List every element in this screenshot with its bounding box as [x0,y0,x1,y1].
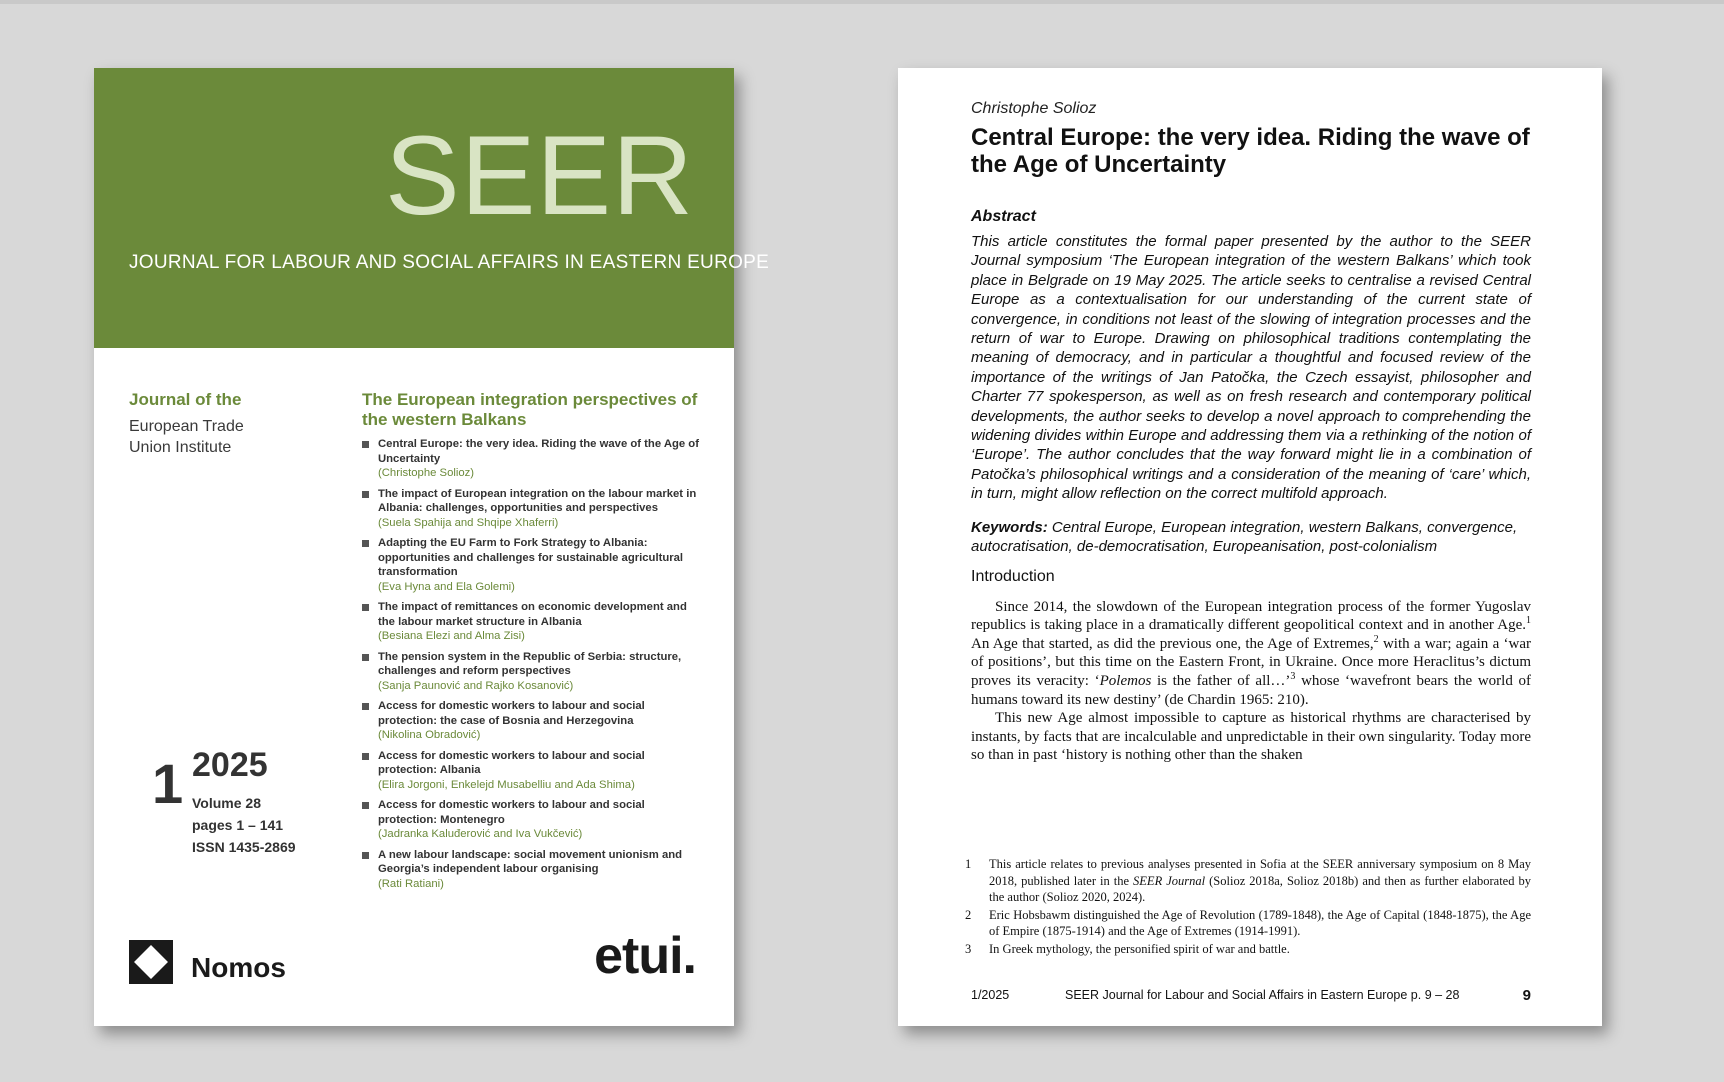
volume-label: Volume 28 [192,795,261,811]
square-bullet-icon [362,703,369,710]
toc-item-authors: (Christophe Solioz) [378,467,475,479]
keywords [971,518,1531,556]
issn-label: ISSN 1435-2869 [192,839,296,855]
toc-item-authors: (Suela Spahija and Shqipe Xhaferri) [378,516,559,529]
pages-label: pages 1 – 141 [192,817,284,833]
footnote-ref-1[interactable]: 1 [1526,615,1531,627]
toc-item-authors: (Besiana Elezi and Alma Zisi) [378,630,525,642]
square-bullet-icon [362,441,369,448]
page-number: 9 [1522,987,1531,1004]
toc-item[interactable] [362,798,702,842]
toc-item-title: Access for domestic workers to labour and social protection: the case of Bosnia and Herzegovina [378,700,645,727]
keywords-label: Keywords: [971,518,1048,536]
journal-subtitle: JOURNAL FOR LABOUR AND SOCIAL AFFAIRS IN EASTERN EUROPE [129,252,770,273]
abstract-heading: Abstract [971,208,1036,225]
square-bullet-icon [362,654,369,661]
toc-item-title: The impact of remittances on economic development and the labour market structure in Albania [378,601,687,628]
footnote-ref-3[interactable]: 3 [1290,671,1296,683]
table-of-contents [362,390,702,897]
toc-item-authors: (Jadranka Kaluđerović and Iva Vukčević) [378,828,583,840]
toc-item-authors: (Elira Jorgoni, Enkelejd Musabelliu and Ada Shima) [378,778,635,791]
footnotes [965,856,1531,958]
footer-journal: SEER Journal for Labour and Social Affairs in Eastern Europe p. 9 – 28 [1065,988,1460,1002]
toc-item[interactable] [362,749,702,793]
viewer-top-edge [0,0,1724,4]
toc-item-title: Central Europe: the very idea. Riding the wave of the Age of Uncertainty [378,438,699,465]
toc-item[interactable] [362,600,702,644]
toc-item-authors: (Eva Hyna and Ela Golemi) [378,580,515,593]
footnote-number: 2 [965,907,972,922]
square-bullet-icon [362,802,369,809]
publisher-block [129,390,329,458]
nomos-diamond-icon [129,940,173,984]
toc-item-title: Adapting the EU Farm to Fork Strategy to Albania: opportunities and challenges for sustainable agricultural transformation [378,537,684,578]
journal-of-heading: Journal of the [129,390,242,409]
article-title: Central Europe: the very idea. Riding the wave of the Age of Uncertainty [971,124,1530,178]
footnote-number: 1 [965,857,972,871]
toc-item-title: Access for domestic workers to labour and social protection: Albania [378,749,645,776]
square-bullet-icon [362,540,369,547]
issue-meta [192,792,296,858]
toc-item-authors: (Sanja Paunović and Rajko Kosanović) [378,679,574,692]
footnote: 3 In Greek mythology, the personified spirit of war and battle. [965,941,1290,956]
square-bullet-icon [362,852,369,859]
toc-item-title: The impact of European integration on the labour market in Albania: challenges, opportunities and perspectives [378,487,697,514]
footnote-number: 3 [965,941,972,956]
toc-item[interactable] [362,699,702,743]
introduction-heading: Introduction [971,567,1055,585]
toc-item[interactable] [362,487,702,531]
page-footer [971,988,1531,1008]
journal-brand-title: SEER [385,113,694,238]
toc-item[interactable] [362,650,702,694]
toc-list [362,437,702,891]
article-author: Christophe Solioz [971,100,1097,117]
journal-cover-page[interactable] [94,68,770,1026]
footnote: 1 This article relates to previous analyses presented in Sofia at the SEER anniversary symposium on 8 May 2018, published later in the SEER Journal (Solioz 2018a, Solioz 2018b) and then as further elaborated by the author (Solioz 2020, 2024). [965,857,1531,904]
abstract-text: This article constitutes the formal paper presented by the author to the SEER Journal symposium ‘The European integration of the western Balkans’ which took place in Belgrade on 19 May 2025. The article seeks to centralise a revised Central Europe as a contextualisation for our understanding of the current state of convergence, in conditions not least of the slowing of integration processes and the return of war to Europe. Drawing on philosophical traditions contemplating the meaning of democracy, and in particular a thoughtful and focused review of the importance of the writings of Jan Patočka, the Czech essayist, philosopher and Charter 77 spokesperson, as well as on fresh research and contemporary political developments, the author seeks to develop a novel approach to comprehending the widening divides within Europe and addressing them via a rethinking of the notion of ‘Europe’. The author concludes that the way forward might lie in a combination of Patočka’s philosophical writings and a consideration of the meaning of ‘care’ which, in turn, might allow reflection on the correct multifold approach. [971,233,1531,503]
body-paragraph-1: Since 2014, the slowdown of the European integration process of the former Yugoslav republics is taking place in a dramatically different geopolitical context and in another Age.$^1$ An Age that started, as did the previous one, the Age of Extremes,$^2$ with a war; again a ‘war of positions’, but this time on the Eastern Front, in Ukraine. Once more Heraclitus’s dictum proves its veracity: ‘Polemos is the father of all…’$^3$ whose ‘wavefront bears the world of humans toward its new destiny’ (de Chardin 1965: 210). [971,598,1532,708]
article-content [971,100,1531,765]
article-first-page[interactable] [898,68,1602,1026]
toc-item-authors: (Nikolina Obradović) [378,729,481,741]
institute-name: European Trade Union Institute [129,418,244,456]
body-paragraph-2: This new Age almost impossible to capture as historical rhythms are characterised by instants, by facts that are incalculable and unpredictable in their own singularity. Today more so than in past ‘history is nothing other than the shaken [971,710,1531,764]
issue-number: 1 [152,752,184,815]
square-bullet-icon [362,753,369,760]
toc-item-title: The pension system in the Republic of Serbia: structure, challenges and reform perspectives [378,650,682,677]
nomos-wordmark: Nomos [191,952,286,983]
footnote: 2 Eric Hobsbawm distinguished the Age of Revolution (1789-1848), the Age of Capital (1848-1875), the Age of Empire (1875-1914) and the Age of Extremes (1914-1991). [965,907,1531,938]
etui-logo: etui. [594,927,696,985]
toc-item-title: A new labour landscape: social movement unionism and Georgia’s independent labour organising [378,848,683,875]
square-bullet-icon [362,491,369,498]
square-bullet-icon [362,604,369,611]
footer-issue: 1/2025 [971,988,1010,1002]
cover-header-band [94,68,770,348]
toc-item[interactable] [362,536,702,594]
toc-item-authors: (Rati Ratiani) [378,877,444,890]
footnote-ref-2[interactable]: 2 [1373,633,1379,645]
toc-item[interactable] [362,848,702,892]
toc-item[interactable] [362,437,702,481]
keywords-text: Central Europe, European integration, western Balkans, convergence, autocratisation, de-democratisation, Europeanisation, post-colonialism [971,518,1518,555]
toc-item-title: Access for domestic workers to labour and social protection: Montenegro [378,799,645,826]
issue-year: 2025 [192,746,268,784]
issue-theme-heading: The European integration perspectives of the western Balkans [362,390,698,429]
